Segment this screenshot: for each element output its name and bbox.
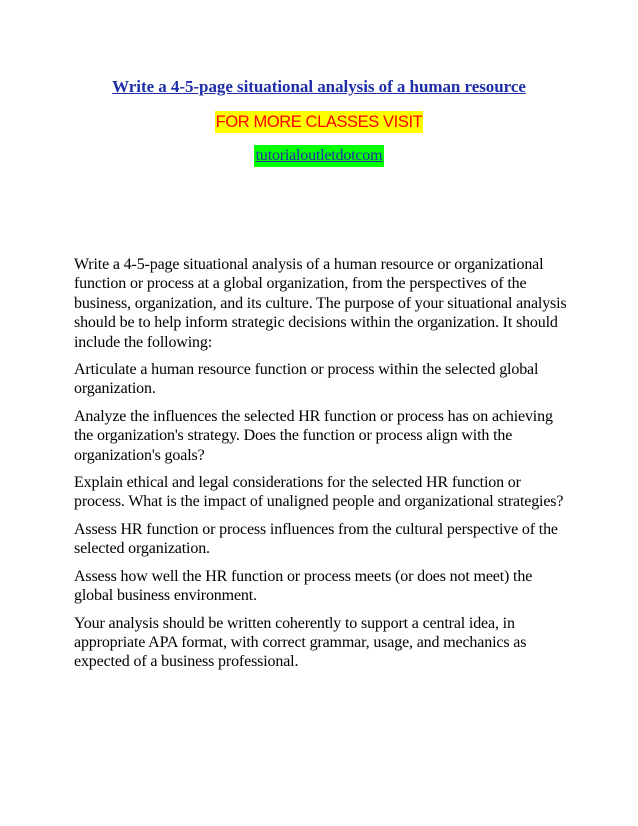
document-title: Write a 4-5-page situational analysis of a human resource — [112, 77, 526, 96]
promo-banner — [0, 111, 638, 133]
document-body — [74, 255, 574, 680]
paragraph-articulate: Articulate a human resource function or process within the selected global organization. — [74, 361, 539, 398]
paragraph-intro: Write a 4-5-page situational analysis of a human resource or organizational function or process at a global organization, from the perspectives of the business, organization, and its culture. The purpose of your situational analysis should be to help inform strategic decisions within the organization. It should include the following: — [74, 256, 567, 351]
site-link-row — [0, 145, 638, 167]
paragraph-analyze: Analyze the influences the selected HR function or process has on achieving the organization's strategy. Does the function or process align with the organization's goals? — [74, 407, 553, 464]
promo-text: FOR MORE CLASSES VISIT — [215, 113, 423, 131]
paragraph-assess-global: Assess how well the HR function or process meets (or does not meet) the global business environment. — [74, 567, 533, 605]
site-link[interactable]: tutorialoutletdotcom — [254, 145, 385, 167]
paragraph-explain: Explain ethical and legal considerations for the selected HR function or process. What is the impact of unaligned people and organizational strategies? — [74, 474, 564, 511]
paragraph-format: Your analysis should be written coherently to support a central idea, in appropriate APA format, with correct grammar, usage, and mechanics as expected of a business professional. — [74, 614, 527, 671]
paragraph-assess-cultural: Assess HR function or process influences from the cultural perspective of the selected organization. — [74, 520, 558, 558]
